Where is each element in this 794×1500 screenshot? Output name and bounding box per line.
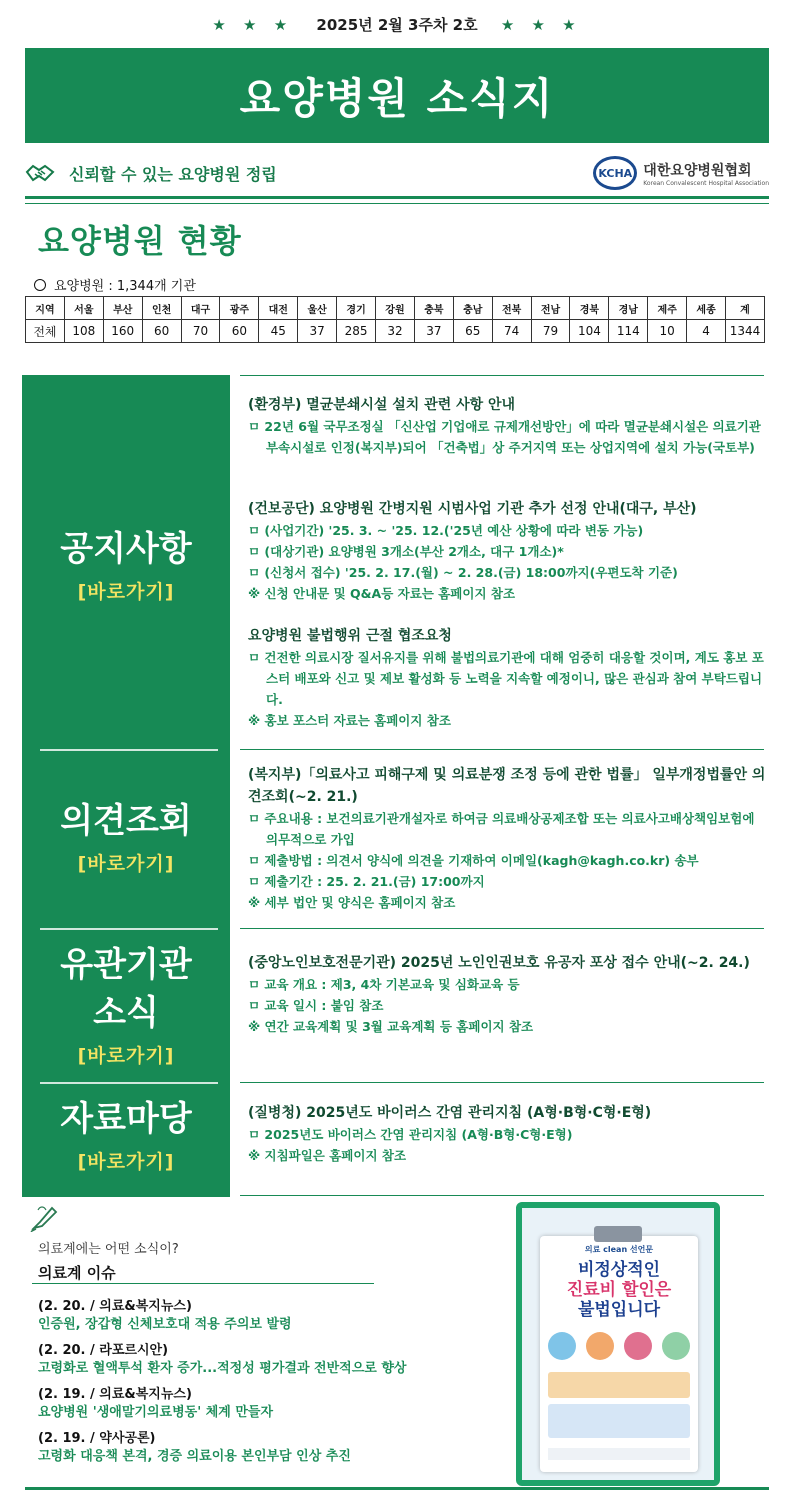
notice-line: ㅁ 건전한 의료시장 질서유지를 위해 불법의료기관에 대해 엄중히 대응할 것이며, 계도 홍보 포스터 배포와 신고 및 제보 활성화 등 노력을 지속할 예정이니, 많은 관심과 참여 부탁드립니다. bbox=[248, 650, 764, 707]
issue-subheading: 의료계에는 어떤 소식이? bbox=[38, 1242, 179, 1257]
count-cell: 108 bbox=[64, 320, 103, 343]
notice-line: ㅁ (신청서 접수) '25. 2. 17.(월) ~ 2. 28.(금) 18:00까지(우편도착 기준) bbox=[248, 565, 678, 580]
sidebar-related[interactable] bbox=[22, 941, 230, 1068]
news-item[interactable] bbox=[38, 1386, 508, 1422]
notice-item bbox=[248, 498, 766, 604]
notice-item bbox=[248, 625, 766, 731]
news-source: (2. 19. / 약사공론) bbox=[38, 1431, 156, 1446]
divider bbox=[25, 203, 769, 204]
notice-line: ※ 연간 교육계획 및 3월 교육계획 등 홈페이지 참조 bbox=[248, 1019, 534, 1034]
notice-item bbox=[248, 952, 766, 1037]
divider bbox=[240, 1195, 764, 1196]
star-icon: ★ ★ ★ bbox=[500, 16, 582, 34]
notice-line: ※ 지침파일은 홈페이지 참조 bbox=[248, 1148, 407, 1163]
poster-headline-line: 비정상적인 bbox=[577, 1260, 661, 1280]
pen-icon bbox=[30, 1202, 58, 1232]
sidebar-label: 유관기관 bbox=[60, 945, 192, 985]
notice-line: ㅁ 제출방법 : 의견서 양식에 의견을 기재하여 이메일(kagh@kagh.co.kr) 송부 bbox=[248, 853, 699, 868]
poster-board bbox=[540, 1236, 698, 1472]
divider bbox=[25, 196, 769, 199]
status-heading: 요양병원 현황 bbox=[38, 222, 242, 260]
sidebar-label: 의견조회 bbox=[60, 801, 192, 841]
divider bbox=[240, 375, 764, 376]
notice-line: ㅁ 교육 개요 : 제3, 4차 기본교육 및 심화교육 등 bbox=[248, 977, 520, 992]
region-cell: 대구 bbox=[181, 297, 220, 320]
shortcut-link[interactable]: [바로가기] bbox=[77, 581, 175, 603]
slogan-text: 신뢰할 수 있는 요양병원 정립 bbox=[69, 164, 277, 184]
count-cell: 60 bbox=[142, 320, 181, 343]
notice-line: ※ 신청 안내문 및 Q&A등 자료는 홈페이지 참조 bbox=[248, 586, 516, 601]
sidebar bbox=[22, 375, 230, 1197]
notice-line: ㅁ 주요내용 : 보건의료기관개설자로 하여금 의료배상공제조합 또는 의료사고배상책임보험에 의무적으로 가입 bbox=[248, 811, 755, 847]
news-source: (2. 20. / 라포르시안) bbox=[38, 1343, 169, 1358]
notice-line: ㅁ 교육 일시 : 붙임 참조 bbox=[248, 998, 384, 1013]
region-cell: 제주 bbox=[648, 297, 687, 320]
region-cell: 계 bbox=[726, 297, 765, 320]
sidebar-data[interactable] bbox=[22, 1095, 230, 1174]
count-cell: 10 bbox=[648, 320, 687, 343]
notice-line: ㅁ 제출기간 : 25. 2. 21.(금) 17:00까지 bbox=[248, 874, 485, 889]
count-cell: 60 bbox=[220, 320, 259, 343]
region-cell: 충북 bbox=[414, 297, 453, 320]
news-item[interactable] bbox=[38, 1342, 508, 1378]
count-cell: 160 bbox=[103, 320, 142, 343]
table-row bbox=[26, 320, 765, 343]
issue-line bbox=[0, 14, 794, 35]
hospital-count-text: 요양병원 : 1,344개 기관 bbox=[54, 279, 196, 294]
shortcut-link[interactable]: [바로가기] bbox=[77, 853, 175, 875]
region-cell: 경기 bbox=[337, 297, 376, 320]
clipboard-clip-icon bbox=[594, 1226, 642, 1242]
notice-line: ※ 홍보 포스터 자료는 홈페이지 참조 bbox=[248, 713, 451, 728]
news-item[interactable] bbox=[38, 1430, 508, 1466]
count-cell: 114 bbox=[609, 320, 648, 343]
slogan bbox=[25, 162, 277, 185]
slogan-row bbox=[25, 154, 769, 192]
notice-title: (질병청) 2025년도 바이러스 간염 관리지침 (A형·B형·C형·E형) bbox=[248, 1105, 652, 1121]
divider bbox=[240, 928, 764, 929]
region-cell: 경북 bbox=[570, 297, 609, 320]
region-cell: 강원 bbox=[376, 297, 415, 320]
region-cell: 부산 bbox=[103, 297, 142, 320]
issue-heading: 의료계 이슈 bbox=[38, 1264, 116, 1282]
divider bbox=[32, 1283, 374, 1284]
news-headline[interactable]: 고령화로 혈액투석 환자 증가...적정성 평가결과 전반적으로 향상 bbox=[38, 1361, 407, 1376]
poster-headline bbox=[550, 1260, 688, 1320]
region-cell: 광주 bbox=[220, 297, 259, 320]
notice-item bbox=[248, 764, 766, 913]
count-cell: 37 bbox=[298, 320, 337, 343]
notice-title: (건보공단) 요양병원 간병지원 시범사업 기관 추가 선정 안내(대구, 부산) bbox=[248, 501, 697, 517]
news-source: (2. 19. / 의료&복지뉴스) bbox=[38, 1387, 192, 1402]
notice-line: ㅁ 2025년도 바이러스 간염 관리지침 (A형·B형·C형·E형) bbox=[248, 1127, 573, 1142]
region-cell: 인천 bbox=[142, 297, 181, 320]
shortcut-link[interactable]: [바로가기] bbox=[77, 1045, 175, 1067]
count-cell: 전체 bbox=[26, 320, 65, 343]
region-cell: 경남 bbox=[609, 297, 648, 320]
divider bbox=[25, 1487, 769, 1490]
notice-line: ㅁ (사업기간) '25. 3. ~ '25. 12.('25년 예산 상황에 따라 변동 가능) bbox=[248, 523, 644, 538]
region-cell: 세종 bbox=[687, 297, 726, 320]
logo-name: 대한요양병원협회 bbox=[643, 162, 752, 179]
money-icon bbox=[586, 1332, 614, 1360]
count-cell: 104 bbox=[570, 320, 609, 343]
sidebar-label: 공지사항 bbox=[60, 529, 192, 569]
issue-number: 2025년 2월 3주차 2호 bbox=[316, 16, 478, 34]
sidebar-opinion[interactable] bbox=[22, 797, 230, 876]
count-cell: 74 bbox=[492, 320, 531, 343]
car-icon bbox=[662, 1332, 690, 1360]
news-headline[interactable]: 고령화 대응책 본격, 경증 의료이용 본인부담 인상 추진 bbox=[38, 1449, 351, 1464]
poster-top-text: 의료 clean 선언문 bbox=[584, 1245, 654, 1254]
count-cell: 32 bbox=[376, 320, 415, 343]
poster-footer-logos bbox=[548, 1448, 690, 1460]
circle-bullet-icon bbox=[34, 279, 46, 291]
count-cell: 79 bbox=[531, 320, 570, 343]
poster-headline-line: 불법입니다 bbox=[577, 1300, 661, 1320]
region-cell: 지역 bbox=[26, 297, 65, 320]
news-headline[interactable]: 인증원, 장갑형 신체보호대 적용 주의보 발령 bbox=[38, 1317, 292, 1332]
poster-icons bbox=[548, 1332, 690, 1360]
notice-title: (복지부)「의료사고 피해구제 및 의료분쟁 조정 등에 관한 법률」 일부개정법률안 의견조회(~2. 21.) bbox=[248, 767, 766, 805]
sidebar-label: 소식 bbox=[93, 993, 159, 1033]
count-cell: 1344 bbox=[726, 320, 765, 343]
logo-name-en: Korean Convalescent Hospital Association bbox=[643, 179, 769, 187]
region-cell: 울산 bbox=[298, 297, 337, 320]
handshake-icon bbox=[25, 162, 55, 184]
divider bbox=[240, 749, 764, 750]
count-cell: 70 bbox=[181, 320, 220, 343]
news-source: (2. 20. / 의료&복지뉴스) bbox=[38, 1299, 192, 1314]
count-cell: 45 bbox=[259, 320, 298, 343]
notice-item bbox=[248, 394, 766, 458]
clean-medical-poster[interactable] bbox=[516, 1202, 720, 1486]
count-cell: 65 bbox=[453, 320, 492, 343]
hospital-icon bbox=[548, 1332, 576, 1360]
divider bbox=[40, 928, 218, 930]
region-cell: 대전 bbox=[259, 297, 298, 320]
shortcut-link[interactable]: [바로가기] bbox=[77, 1151, 175, 1173]
notice-title: 요양병원 불법행위 근절 협조요청 bbox=[248, 628, 452, 644]
divider bbox=[40, 1082, 218, 1084]
logo-mark: KCHA bbox=[593, 156, 637, 190]
divider bbox=[40, 749, 218, 751]
newsletter-title-banner bbox=[25, 48, 769, 143]
poster-contact-box bbox=[548, 1404, 690, 1438]
hospital-count bbox=[34, 275, 196, 294]
region-cell: 서울 bbox=[64, 297, 103, 320]
sidebar-label: 자료마당 bbox=[60, 1099, 192, 1139]
notice-title: (환경부) 멸균분쇄시설 설치 관련 사항 안내 bbox=[248, 397, 516, 413]
divider bbox=[240, 1082, 764, 1083]
region-cell: 전북 bbox=[492, 297, 531, 320]
poster-headline-line: 진료비 할인은 bbox=[566, 1280, 672, 1300]
logo-text bbox=[643, 160, 769, 187]
hospital-stat-table bbox=[25, 296, 765, 343]
notice-item bbox=[248, 1102, 766, 1166]
notice-line: ※ 세부 법안 및 양식은 홈페이지 참조 bbox=[248, 895, 456, 910]
sidebar-notice[interactable] bbox=[22, 525, 230, 604]
star-icon: ★ ★ ★ bbox=[212, 16, 294, 34]
count-cell: 4 bbox=[687, 320, 726, 343]
poster-warning-box bbox=[548, 1372, 690, 1398]
notice-title: (중앙노인보호전문기관) 2025년 노인인권보호 유공자 포상 접수 안내(~2. 24.) bbox=[248, 955, 750, 971]
news-item[interactable] bbox=[38, 1298, 508, 1334]
gift-icon bbox=[624, 1332, 652, 1360]
association-logo bbox=[593, 156, 769, 190]
region-cell: 전남 bbox=[531, 297, 570, 320]
notice-line: ㅁ (대상기관) 요양병원 3개소(부산 2개소, 대구 1개소)* bbox=[248, 544, 564, 559]
news-headline[interactable]: 요양병원 '생애말기의료병동' 체계 만들자 bbox=[38, 1405, 274, 1420]
newsletter-title: 요양병원 소식지 bbox=[239, 73, 555, 123]
table-row bbox=[26, 297, 765, 320]
count-cell: 285 bbox=[337, 320, 376, 343]
count-cell: 37 bbox=[414, 320, 453, 343]
notice-line: ㅁ 22년 6월 국무조정실 「신산업 기업애로 규제개선방안」에 따라 멸균분쇄시설은 의료기관 부속시설로 인정(복지부)되어 「건축법」상 주거지역 또는 상업지역에 설치 가능(국토부) bbox=[248, 419, 761, 455]
region-cell: 충남 bbox=[453, 297, 492, 320]
